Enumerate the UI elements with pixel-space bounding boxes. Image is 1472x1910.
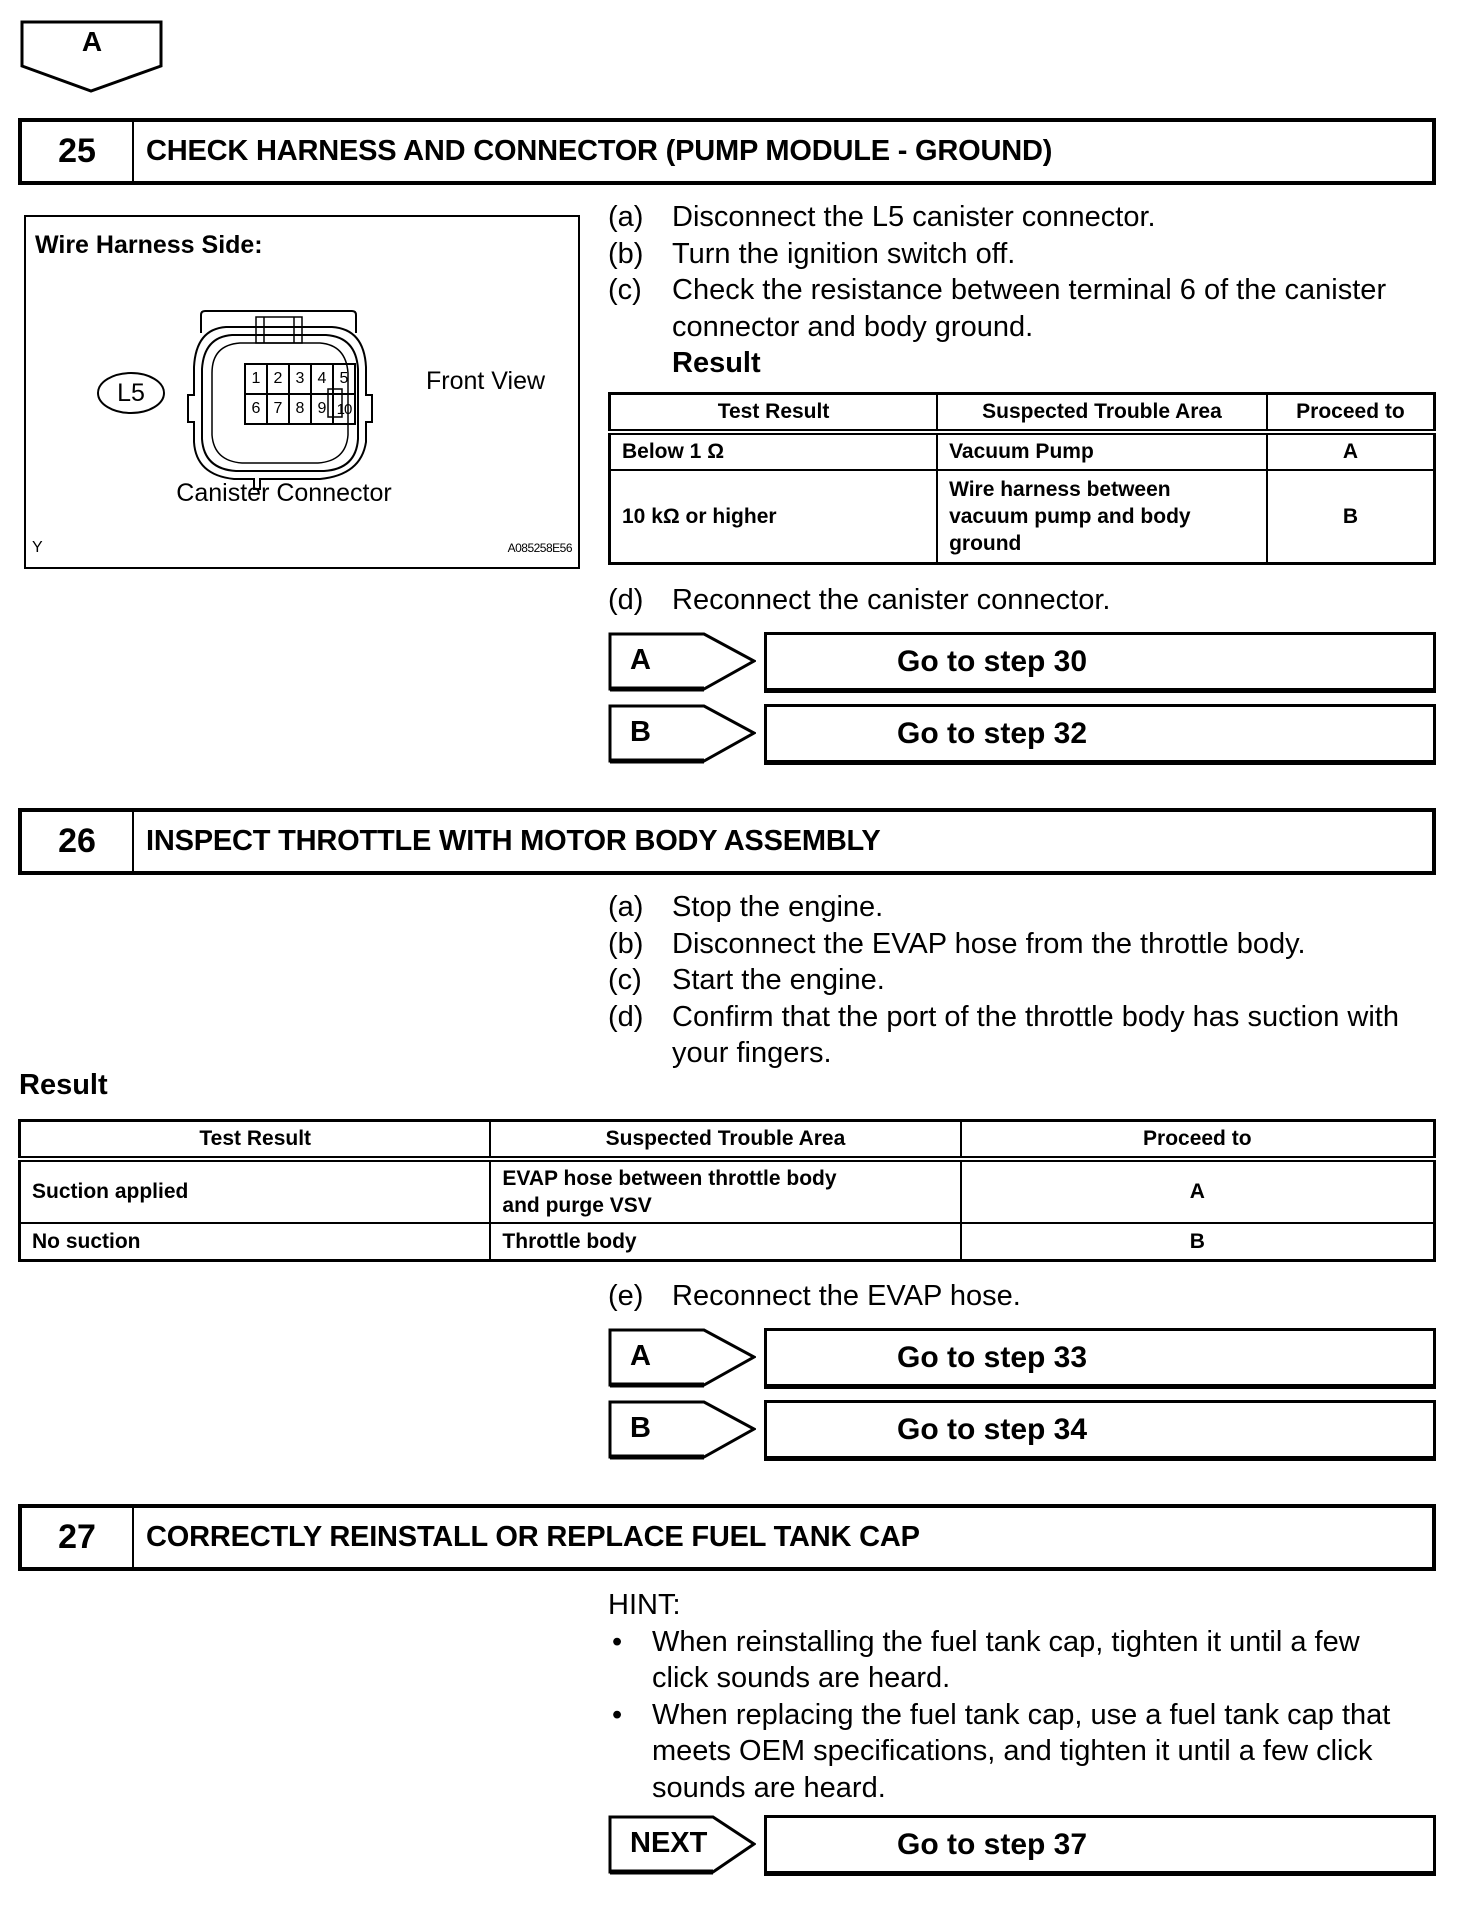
connector-caption: Canister Connector	[176, 479, 392, 507]
hint-text: When reinstalling the fuel tank cap, tighten it until a few click sounds are heard.	[652, 1625, 1360, 1694]
terminal-5: 5	[333, 364, 355, 394]
table-row	[610, 470, 1435, 564]
step-title: INSPECT THROTTLE WITH MOTOR BODY ASSEMBLY	[146, 825, 881, 857]
goto-link[interactable]: Go to step 34	[764, 1400, 1436, 1461]
table-cell: No suction	[20, 1223, 491, 1261]
goto-tag	[608, 1815, 756, 1876]
goto-row-a[interactable]	[608, 1328, 1436, 1389]
table-row	[20, 1159, 1435, 1223]
instruction-text: Stop the engine.	[672, 891, 884, 923]
table-cell: Wire harness between vacuum pump and body ground	[937, 470, 1267, 564]
terminal-7: 7	[267, 394, 289, 424]
goto-row-b[interactable]	[608, 704, 1436, 765]
step-27-header	[18, 1504, 1436, 1571]
terminal-3: 3	[289, 364, 311, 394]
step-number: 27	[22, 1508, 134, 1567]
instruction-label: (a)	[608, 201, 644, 233]
column-header: Suspected Trouble Area	[490, 1121, 960, 1159]
instruction-item	[608, 272, 1436, 345]
instruction-text: Disconnect the L5 canister connector.	[672, 201, 1156, 233]
table-cell: Suction applied	[20, 1159, 491, 1223]
step-title: CORRECTLY REINSTALL OR REPLACE FUEL TANK CAP	[146, 1521, 920, 1553]
goto-tag-label: B	[630, 1411, 651, 1444]
instruction-item	[608, 199, 1436, 236]
column-header: Test Result	[610, 394, 938, 432]
column-header: Suspected Trouble Area	[937, 394, 1267, 432]
step-26-instructions	[608, 889, 1436, 1072]
table-row	[610, 432, 1435, 470]
column-header: Test Result	[20, 1121, 491, 1159]
goto-row-a[interactable]	[608, 632, 1436, 693]
goto-tag	[608, 632, 756, 693]
goto-tag-label: A	[630, 1339, 651, 1372]
step-number: 26	[22, 812, 134, 871]
instruction-text: Reconnect the canister connector.	[672, 584, 1111, 616]
result-label: Result	[19, 1069, 108, 1101]
table-cell: Below 1 Ω	[610, 432, 938, 470]
instruction-text: Check the resistance between terminal 6 of the canister connector and body ground.	[672, 274, 1387, 343]
goto-tag-label: A	[630, 643, 651, 676]
terminal-9: 9	[311, 394, 333, 424]
instruction-item	[608, 236, 1436, 273]
instruction-label: (e)	[608, 1280, 644, 1312]
result-label: Result	[672, 347, 761, 379]
goto-row-next[interactable]	[608, 1815, 1436, 1876]
terminal-grid	[244, 363, 356, 425]
figure-id: A085258E56	[507, 541, 572, 555]
instruction-item	[608, 926, 1436, 963]
step-25-result-table	[608, 392, 1436, 565]
terminal-2: 2	[267, 364, 289, 394]
step-26-result-table	[18, 1119, 1436, 1262]
entry-tag-label: A	[81, 26, 103, 57]
step-26-after	[608, 1278, 1436, 1315]
table-cell: A	[1267, 432, 1435, 470]
bullet-icon: •	[612, 1625, 623, 1658]
step-25-after	[608, 582, 1436, 619]
goto-tag	[608, 1400, 756, 1461]
goto-tag-label: NEXT	[630, 1826, 708, 1859]
figure-heading: Wire Harness Side:	[35, 231, 263, 259]
instruction-item	[608, 999, 1436, 1072]
table-cell: B	[961, 1223, 1435, 1261]
goto-link[interactable]: Go to step 30	[764, 632, 1436, 693]
table-cell: A	[961, 1159, 1435, 1223]
step-title: CHECK HARNESS AND CONNECTOR (PUMP MODULE - GROUND)	[146, 135, 1053, 167]
instruction-label: (b)	[608, 237, 644, 270]
table-cell: Throttle body	[490, 1223, 960, 1261]
instruction-item	[608, 889, 1436, 926]
goto-link[interactable]: Go to step 37	[764, 1815, 1436, 1876]
step-25-instructions	[608, 199, 1436, 382]
figure-corner-left: Y	[32, 539, 43, 556]
column-header: Proceed to	[961, 1121, 1435, 1159]
hint-item	[608, 1697, 1436, 1807]
goto-link[interactable]: Go to step 32	[764, 704, 1436, 765]
table-cell: Vacuum Pump	[937, 432, 1267, 470]
instruction-label: (d)	[608, 584, 644, 616]
table-row	[20, 1223, 1435, 1261]
column-header: Proceed to	[1267, 394, 1435, 432]
table-cell: 10 kΩ or higher	[610, 470, 938, 564]
instruction-text: Confirm that the port of the throttle body has suction with your fingers.	[672, 1000, 1399, 1069]
instruction-label: (c)	[608, 964, 642, 996]
entry-tag	[20, 20, 164, 94]
instruction-text: Turn the ignition switch off.	[672, 237, 1016, 270]
hint-label: HINT:	[608, 1589, 681, 1621]
instruction-label: (a)	[608, 891, 644, 923]
goto-tag	[608, 704, 756, 765]
view-label: Front View	[426, 367, 546, 395]
terminal-8: 8	[289, 394, 311, 424]
instruction-item	[608, 962, 1436, 999]
step-27-hint	[608, 1587, 1436, 1806]
instruction-text: Start the engine.	[672, 964, 885, 996]
connector-code: L5	[117, 379, 145, 407]
goto-link[interactable]: Go to step 33	[764, 1328, 1436, 1389]
instruction-label: (c)	[608, 274, 642, 306]
step-number: 25	[22, 122, 134, 181]
step-25-header	[18, 118, 1436, 185]
hint-item	[608, 1624, 1436, 1697]
table-cell: B	[1267, 470, 1435, 564]
terminal-10: 10	[333, 394, 355, 424]
instruction-label: (d)	[608, 1000, 644, 1033]
bullet-icon: •	[612, 1698, 623, 1731]
step-26-header	[18, 808, 1436, 875]
terminal-1: 1	[245, 364, 267, 394]
table-cell: EVAP hose between throttle body and purge VSV	[490, 1159, 960, 1223]
connector-diagram	[24, 215, 580, 569]
instruction-label: (b)	[608, 927, 644, 960]
terminal-4: 4	[311, 364, 333, 394]
goto-tag-label: B	[630, 715, 651, 748]
hint-text: When replacing the fuel tank cap, use a fuel tank cap that meets OEM specifications, and tighten it until a few click sounds are heard.	[652, 1698, 1391, 1804]
instruction-text: Disconnect the EVAP hose from the throttle body.	[672, 927, 1306, 960]
instruction-text: Reconnect the EVAP hose.	[672, 1280, 1021, 1312]
goto-tag	[608, 1328, 756, 1389]
terminal-6: 6	[245, 394, 267, 424]
goto-row-b[interactable]	[608, 1400, 1436, 1461]
